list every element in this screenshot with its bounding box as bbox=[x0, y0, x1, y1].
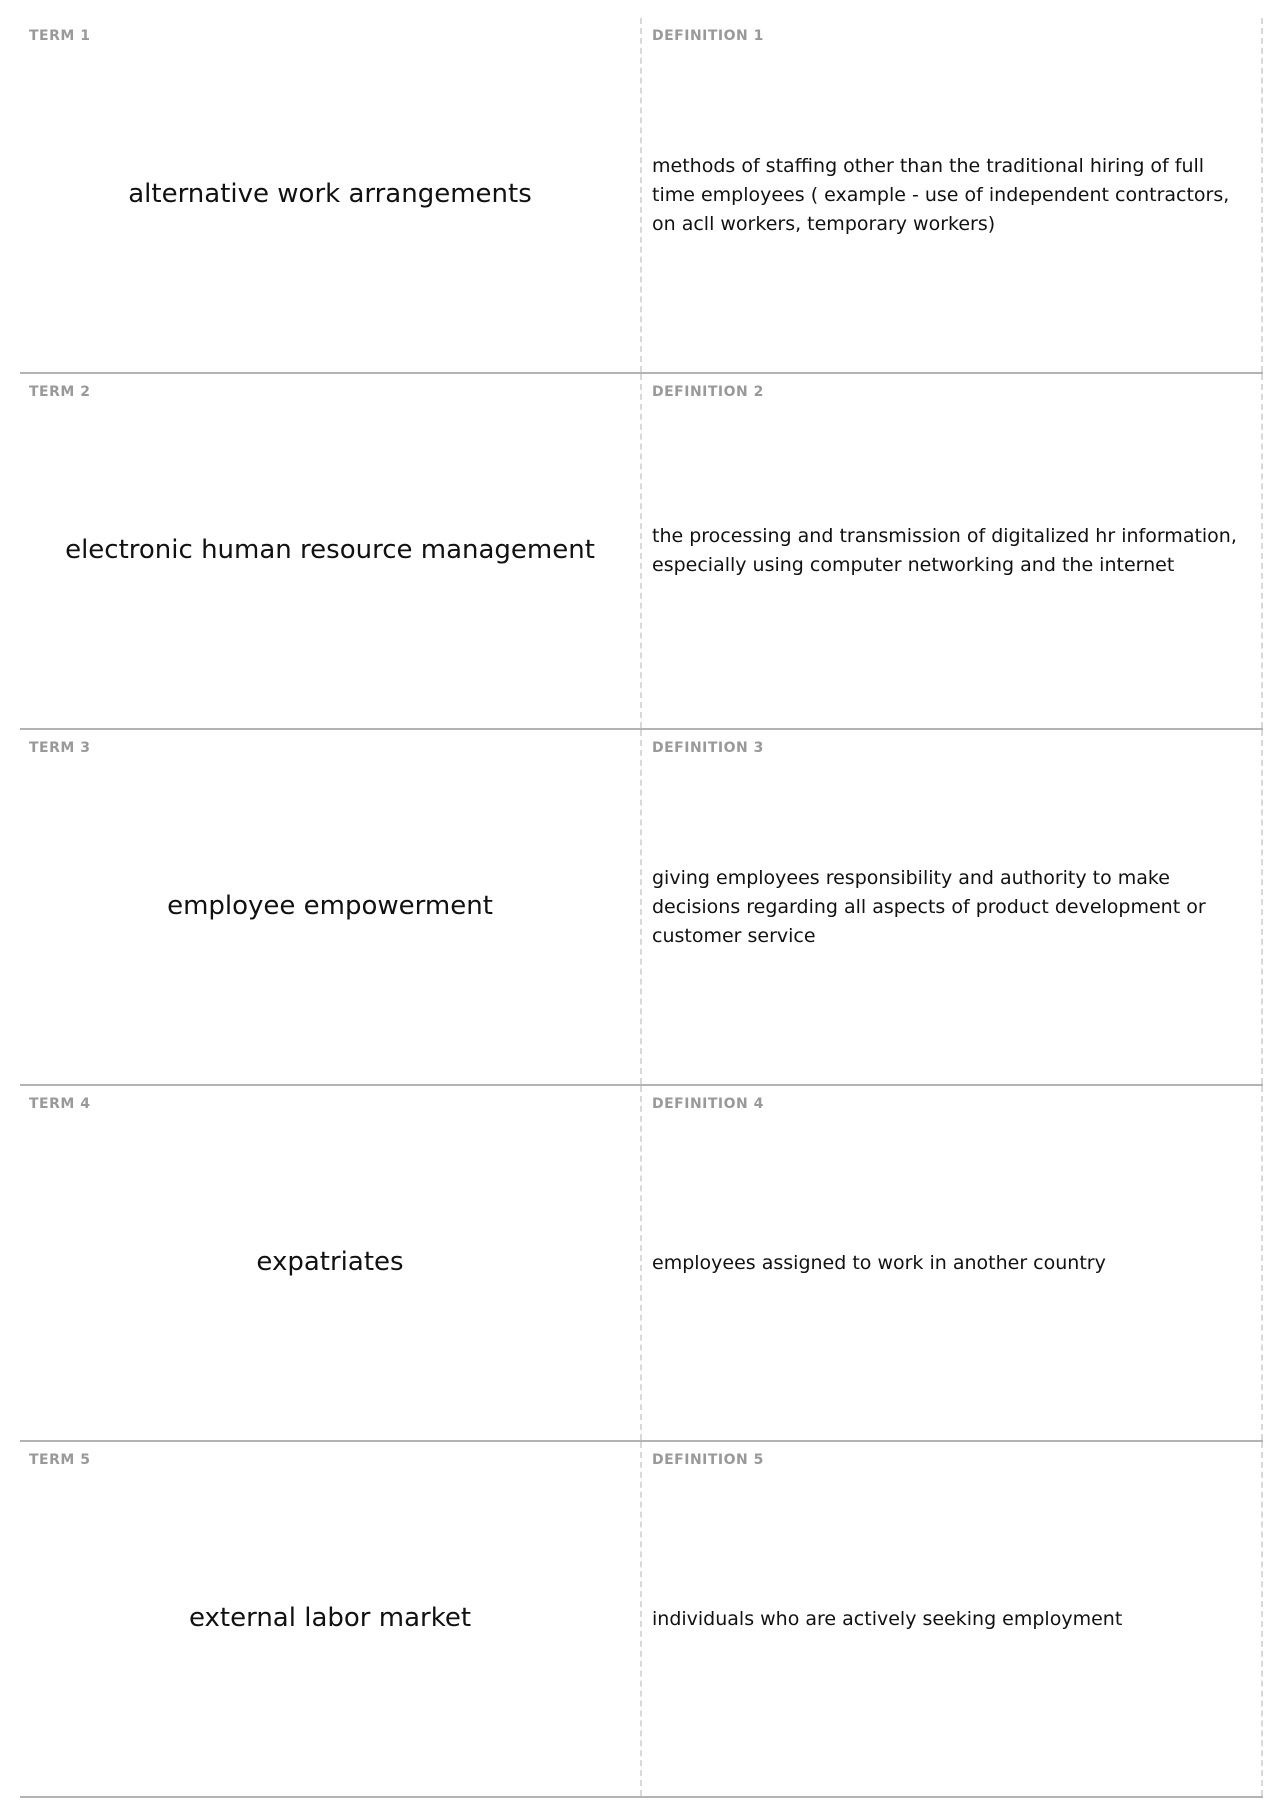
term-label: TERM 4 bbox=[29, 1096, 91, 1112]
definition-label: DEFINITION 1 bbox=[652, 28, 764, 44]
definition-cell bbox=[642, 374, 1263, 728]
term-text: alternative work arrangements bbox=[128, 179, 532, 210]
term-body bbox=[20, 1122, 640, 1404]
term-cell bbox=[20, 730, 642, 1084]
definition-body bbox=[642, 54, 1261, 336]
flashcard-row bbox=[20, 374, 1263, 730]
definition-text: methods of staffing other than the traditional hiring of full time employees ( example - use of independent contractors, on acll workers, temporary workers) bbox=[652, 154, 1230, 235]
term-body bbox=[20, 766, 640, 1048]
definition-cell bbox=[642, 730, 1263, 1084]
flashcard-row bbox=[20, 1086, 1263, 1442]
term-label: TERM 3 bbox=[29, 740, 91, 756]
term-label: TERM 2 bbox=[29, 384, 91, 400]
term-cell bbox=[20, 1442, 642, 1796]
flashcard-sheet bbox=[20, 18, 1263, 1798]
definition-label: DEFINITION 5 bbox=[652, 1452, 764, 1468]
definition-text: individuals who are actively seeking employment bbox=[652, 1607, 1123, 1630]
term-body bbox=[20, 1478, 640, 1760]
definition-text: the processing and transmission of digitalized hr information, especially using computer networking and the internet bbox=[652, 525, 1237, 576]
flashcard-row bbox=[20, 1442, 1263, 1798]
flashcard-row bbox=[20, 730, 1263, 1086]
definition-cell bbox=[642, 1086, 1263, 1440]
definition-text: employees assigned to work in another country bbox=[652, 1251, 1106, 1274]
definition-label: DEFINITION 3 bbox=[652, 740, 764, 756]
term-label: TERM 1 bbox=[29, 28, 91, 44]
definition-body bbox=[642, 410, 1261, 692]
definition-body bbox=[642, 1478, 1261, 1760]
term-cell bbox=[20, 18, 642, 372]
definition-label: DEFINITION 4 bbox=[652, 1096, 764, 1112]
definition-body bbox=[642, 1122, 1261, 1404]
term-text: employee empowerment bbox=[167, 891, 493, 922]
term-label: TERM 5 bbox=[29, 1452, 91, 1468]
term-cell bbox=[20, 374, 642, 728]
term-text: expatriates bbox=[256, 1247, 404, 1278]
definition-cell bbox=[642, 18, 1263, 372]
definition-label: DEFINITION 2 bbox=[652, 384, 764, 400]
term-text: electronic human resource management bbox=[65, 535, 595, 566]
term-text: external labor market bbox=[188, 1603, 472, 1634]
definition-body bbox=[642, 766, 1261, 1048]
definition-cell bbox=[642, 1442, 1263, 1796]
flashcard-row bbox=[20, 18, 1263, 374]
term-cell bbox=[20, 1086, 642, 1440]
definition-text: giving employees responsibility and authority to make decisions regarding all aspects of product development or customer service bbox=[652, 866, 1206, 947]
term-body bbox=[20, 410, 640, 692]
term-body bbox=[20, 54, 640, 336]
